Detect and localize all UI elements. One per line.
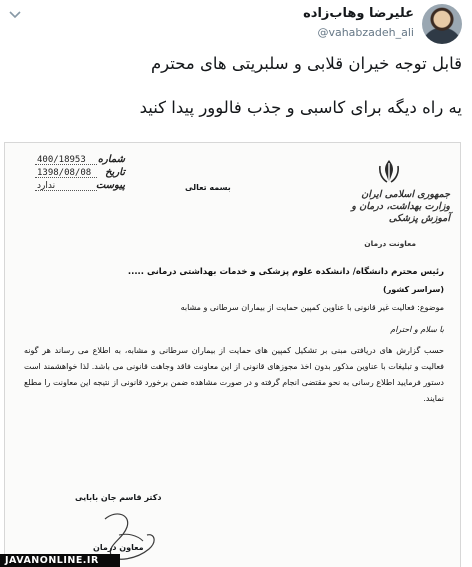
signer-name: دکتر قاسم جان بابایی xyxy=(75,493,162,502)
tweet-attached-image[interactable] xyxy=(4,142,461,567)
department-name: معاونت درمان xyxy=(364,239,416,248)
chevron-down-icon[interactable] xyxy=(4,6,26,24)
letter-attachment: ندارد xyxy=(37,181,56,191)
letter-greeting: با سلام و احترام xyxy=(390,325,444,334)
letter-attachment-row xyxy=(15,181,125,194)
avatar[interactable] xyxy=(422,4,462,44)
tweet-text-line-2: یه راه دیگه برای کاسبی و جذب فالوور پیدا کنید xyxy=(139,98,462,117)
letter-number-label: شماره xyxy=(97,154,125,165)
letter-number: 400/18953 xyxy=(37,155,86,165)
letter-nationwide: (سراسر کشور) xyxy=(383,285,444,294)
iran-emblem-icon xyxy=(374,157,404,187)
tweet-text-line-1: قابل توجه خیران قلابی و سلبریتی های محترم xyxy=(150,54,462,73)
author-handle[interactable]: @vahabzadeh_ali xyxy=(317,26,414,39)
ministry-line-2: وزارت بهداشت، درمان و آموزش پزشکی xyxy=(351,201,450,224)
letter-date-label: تاریخ xyxy=(105,167,125,178)
ministry-letterhead xyxy=(330,189,450,225)
letter-date: 1398/08/08 xyxy=(37,168,92,178)
basmala: بسمه تعالی xyxy=(185,183,231,192)
letter-attachment-label: پیوست xyxy=(95,180,125,191)
author-name[interactable]: علیرضا وهاب‌زاده xyxy=(303,6,414,21)
letter-body: حسب گزارش های دریافتی مبنی بر تشکیل کمپین های حمایت از بیماران سرطانی و مشابه، به اطلاع می رساند هر گونه فعالیت و تبلیغات با عناوین مذکور بدون اخذ مجوزهای قانونی از این معاونت فاقد وجاهت قانونی می باشد. لذا خواهشمند است دستور فرمایید اطلاع رسانی به نحو مقتضی انجام گرفته و در صورت مشاهده ضمن برخورد قانونی از نتیجه این معاونت را مطلع نمایند. xyxy=(24,346,444,403)
source-watermark: JAVANONLINE.IR xyxy=(0,554,120,567)
letter-addressee: رئیس محترم دانشگاه/ دانشکده علوم پزشکی و خدمات بهداشتی درمانی ..... xyxy=(127,267,444,277)
letter-subject: موضوع: فعالیت غیر قانونی با عناوین کمپین حمایت از بیماران سرطانی و مشابه xyxy=(180,303,444,312)
ministry-line-1: جمهوری اسلامی ایران xyxy=(361,189,450,200)
signer-title: معاون درمان xyxy=(93,543,144,552)
letter-meta xyxy=(15,155,125,194)
tweet-header xyxy=(0,0,472,46)
